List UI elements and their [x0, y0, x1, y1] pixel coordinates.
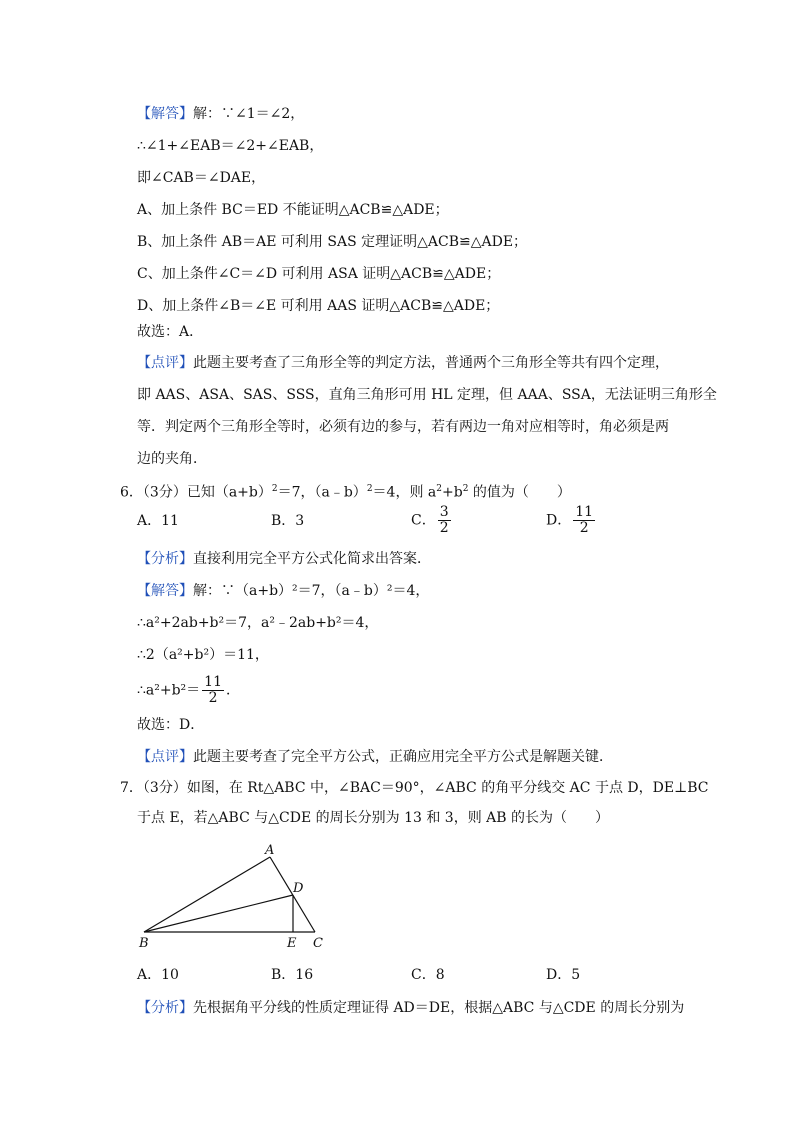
sol5-line4: A、加上条件 BC＝ED 不能证明△ACB≌△ADE； [137, 202, 449, 218]
q6-solution-fraction [202, 675, 224, 706]
analysis-heading: 【分析】 [137, 551, 193, 567]
rev5-text1: 此题主要考查了三角形全等的判定方法，普通两个三角形全等共有四个定理， [193, 355, 669, 371]
side-ba [144, 857, 270, 932]
sol5-line7: D、加上条件∠B＝∠E 可利用 AAS 证明△ACB≌△ADE； [137, 298, 500, 314]
q6-analysis [137, 549, 431, 569]
rev5-line2: 即 AAS、ASA、SAS、SSS，直角三角形可用 HL 定理，但 AAA、SSA，无法证明三角形全 [137, 387, 717, 403]
sol5-line8: 故选：A． [137, 324, 204, 340]
q6-option-c [411, 505, 453, 536]
segment-bd [144, 895, 293, 932]
q6-solution-line4-a: ∴a²+b²＝ [137, 682, 201, 699]
q7-stem-line2: 于点 E，若△ABC 与△CDE 的周长分别为 13 和 3，则 AB 的长为（ ） [137, 810, 609, 826]
sol5-line5: B、加上条件 AB＝AE 可利用 SAS 定理证明△ACB≌△ADE； [137, 234, 528, 250]
numerator: 11 [575, 504, 594, 520]
q6-review [137, 747, 613, 767]
q6-stem-sup2: 2 [366, 484, 373, 494]
sol5-line2: ∴∠1+∠EAB＝∠2+∠EAB， [137, 138, 324, 154]
q6-solution-line5: 故选：D． [137, 717, 205, 733]
q7-analysis [137, 998, 684, 1018]
numerator: 11 [204, 674, 222, 690]
denominator: 2 [208, 690, 218, 706]
denominator: 2 [579, 520, 589, 536]
q6-option-d-label: D． [546, 512, 572, 529]
q6-option-d [546, 505, 597, 536]
q6-stem-sup4: 2 [462, 484, 469, 494]
q6-option-c-label: C． [411, 512, 436, 529]
q6-option-c-fraction [438, 505, 451, 536]
review-heading: 【点评】 [137, 749, 193, 765]
q7-stem-line1: 7．（3分）如图，在 Rt△ABC 中，∠BAC＝90°，∠ABC 的角平分线交 AC 于点 D，DE⊥BC [120, 780, 709, 796]
sol5-line3: 即∠CAB＝∠DAE， [137, 170, 266, 186]
q6-analysis-text: 直接利用完全平方公式化简求出答案． [193, 551, 431, 567]
q6-solution-text1: 解：∵（a+b）²＝7，（a﹣b）²＝4， [193, 583, 430, 599]
q6-solution-line3: ∴2（a²+b²）＝11， [137, 647, 269, 663]
triangle-figure [135, 840, 335, 955]
q6-solution-line4-b: ． [226, 682, 240, 699]
review-heading: 【点评】 [137, 355, 193, 371]
label-e: E [287, 936, 297, 951]
solution-heading: 【解答】 [137, 106, 193, 122]
q6-stem-sup3: 2 [436, 484, 442, 494]
q6-solution-line2: ∴a²+2ab+b²＝7，a²﹣2ab+b²＝4， [137, 615, 379, 631]
denominator: 2 [439, 520, 449, 536]
label-c: C [313, 936, 323, 951]
sol5-text1: 解：∵∠1＝∠2， [193, 106, 305, 122]
q6-stem-i: 的值为（ ） [468, 484, 571, 501]
q6-stem-g: +b [442, 484, 463, 501]
q6-stem-e: ＝4，则 a [372, 484, 437, 501]
rev5-line4: 边的夹角． [137, 451, 207, 467]
numerator: 3 [439, 504, 449, 520]
q7-option-a: A．10 [137, 967, 179, 983]
q6-option-a: A．11 [137, 513, 179, 529]
q6-option-d-fraction [573, 505, 595, 536]
q7-option-c: C．8 [411, 967, 445, 983]
label-a: A [265, 843, 275, 858]
rev5-line1 [137, 353, 669, 373]
q7-option-d: D．5 [546, 967, 581, 983]
q6-option-b: B．3 [271, 513, 305, 529]
q6-stem-c: ＝7，（a﹣b） [277, 484, 367, 501]
q6-review-text: 此题主要考查了完全平方公式，正确应用完全平方公式是解题关键． [193, 749, 613, 765]
q6-solution-line4 [137, 675, 240, 706]
q7-option-b: B．16 [271, 967, 314, 983]
q6-stem-sup1: 2 [271, 484, 278, 494]
q6-solution-line1 [137, 581, 429, 601]
rev5-line3: 等．判定两个三角形全等时，必须有边的参与，若有两边一角对应相等时，角必须是两 [137, 419, 669, 435]
label-d: D [293, 881, 304, 896]
sol5-line6: C、加上条件∠C＝∠D 可利用 ASA 证明△ACB≌△ADE； [137, 266, 501, 282]
q6-stem-a: 6．（3分）已知（a+b） [120, 484, 272, 501]
q7-analysis-text: 先根据角平分线的性质定理证得 AD＝DE，根据△ABC 与△CDE 的周长分别为 [193, 1000, 685, 1016]
q6-stem [120, 479, 571, 503]
solution-heading: 【解答】 [137, 583, 193, 599]
analysis-heading: 【分析】 [137, 1000, 193, 1016]
sol5-line1 [137, 104, 304, 124]
label-b: B [139, 936, 149, 951]
